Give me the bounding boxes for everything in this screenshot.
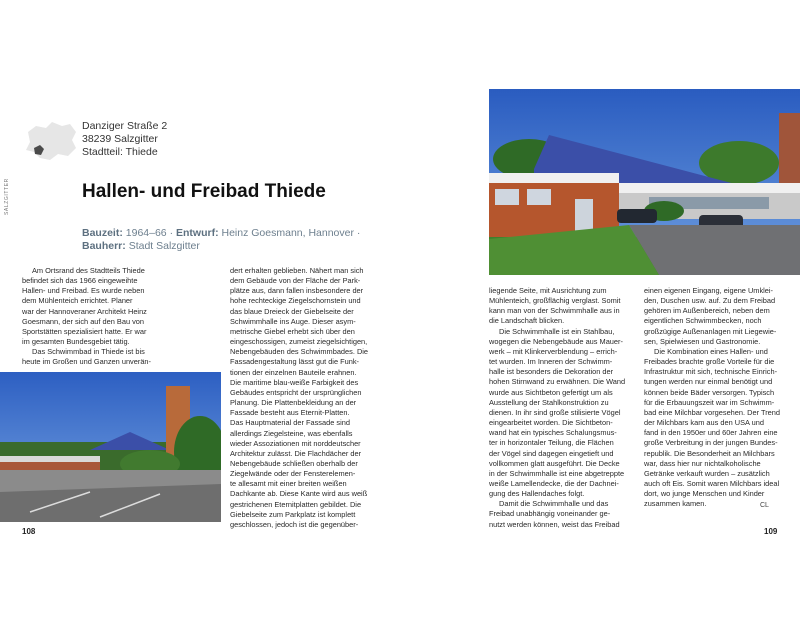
text-line: eigentlichen Schwimmbecken, noch [644,316,762,326]
text-line: Schwimmhalle ins Auge. Dieser asym- [230,316,356,326]
text-line: tet wurden. Im Inneren der Schwimm- [489,357,613,367]
text-line: Infrastruktur mit sich, technische Einrich- [644,367,778,377]
text-column-1 [22,266,217,368]
text-line: sen, Spielwiesen und Gastronomie. [644,336,761,346]
text-line: den, Duschen usw. auf. Zu dem Freibad [644,296,776,306]
text-line: vollkommen glatt ausgeführt. Die Decke [489,458,620,468]
text-line: auch oft Eis. Somit waren Milchbars ideal [644,478,780,488]
text-line: Freibad unabhängig voneinander ge- [489,509,611,519]
text-line: in der Schwimmhalle ist eine abgetreppte [489,468,625,478]
side-running-label: SALZGITTER [4,178,10,215]
text-line: fand in den 1950er und 60er Jahren eine [644,428,778,438]
text-line: gung des Hallendaches folgt. [489,489,585,499]
text-line: können beide Bäder versorgen. Typisch [644,387,775,397]
text-line: dem Gebäude von der Fläche der Park- [230,276,361,286]
text-line: ter in horizontaler Teilung, die Flächen [489,438,614,448]
text-line: dem Mühlenteich errichtet. Planer [22,296,133,306]
text-line: Die Schwimmhalle ist ein Stahlbau, [499,326,615,336]
text-line: Das Hauptmaterial der Fassade sind [230,418,350,428]
bauzeit-value: 1964–66 [125,227,167,239]
text-line: Giebelseite zum Parkplatz ist komplett [230,509,356,519]
text-line: Ausstellung der Stahlkonstruktion zu [489,397,609,407]
bauherr-value: Stadt Salzgitter [128,240,200,252]
text-line: weiße Lamellendecke, die der Dachnei- [489,478,619,488]
text-line: dienen. In ihr sind große stilisierte Vögel [489,407,621,417]
entwurf-value: Heinz Goesmann, Hannover · [221,227,361,239]
text-line: Ziegelwände oder der Fensterelemen- [230,469,356,479]
text-line: hohen Stirnwand zu erwähnen. Die Wand [489,377,626,387]
text-line: kann man von der Schwimmhalle aus in [489,306,620,316]
text-line: republik. Die Besonderheit an Milchbars [644,448,775,458]
text-line: plätze aus, dann fallen insbesondere der [230,286,364,296]
text-line: war der Hannoveraner Architekt Heinz [22,306,147,316]
text-line: Fassadengestaltung lässt gut die Funk- [230,357,360,367]
building-meta: Bauzeit: 1964–66 · Entwurf: Heinz Goesmann, Hannover · Bauherr: Stadt Salzgitter [82,227,361,252]
page-number-left: 108 [22,527,36,536]
text-line: der Vögel sind dagegen eingetieft und [489,448,614,458]
salzgitter-map-icon [22,118,78,164]
text-column-4 [644,286,780,509]
text-line: für die Erbauungszeit war im Schwimm- [644,397,775,407]
address-street: Danziger Straße 2 [82,120,168,132]
text-line: hohe rechteckige Ziegelschornstein und [230,296,361,306]
text-line: gestrichenen Eternitplatten gebildet. Die [230,499,362,509]
text-line: Nebengebäuden des Schwimmbades. Die [230,347,369,357]
pool-building-photo-right [489,89,800,275]
text-line: nutzt werden können, weist das Freibad [489,519,620,529]
text-line: wand hat ein typisches Schalungsmus- [489,428,617,438]
text-line: Gebäudes entspricht der ursprünglichen [230,387,362,397]
text-line: wurde aus Sichtbeton gefertigt um als [489,387,613,397]
bauzeit-label: Bauzeit: [82,227,123,239]
text-line: große Verbreitung in der jungen Bundes- [644,438,778,448]
text-line: Die maritime blau-weiße Farbigkeit des [230,377,359,387]
text-line: metrische Giebel erhebt sich über den [230,326,355,336]
text-line: Hallen- und Freibad. Es wurde neben [22,286,145,296]
text-line: der Milchbars kam aus den USA und [644,418,764,428]
text-line: zusammen kamen. [644,499,707,509]
text-line: Mühlenteich, großflächig verglast. Somit [489,296,621,306]
text-line: Freibades brachte große Vorteile für die [644,357,775,367]
text-line: einen eigenen Eingang, eigene Umklei- [644,286,774,295]
entwurf-label: Entwurf: [176,227,219,239]
page-title: Hallen- und Freibad Thiede [82,181,326,202]
address-block [82,120,167,159]
text-line: wogegen die Nebengebäude aus Mauer- [489,336,623,346]
text-line: dert erhalten geblieben. Nähert man sich [230,266,364,275]
text-line: dort, wo junge Menschen und Kinder [644,489,765,499]
text-line: geschlossen, jedoch ist die gegenüber- [230,519,359,529]
text-line: Fassade besteht aus Eternit-Platten. [230,408,350,418]
bauherr-label: Bauherr: [82,240,126,252]
text-line: liegende Seite, mit Ausrichtung zum [489,286,607,295]
author-initials: CL [760,502,769,509]
text-line: Getränke verkauft wurden – zusätzlich [644,468,770,478]
pool-building-photo-left [0,372,221,522]
text-line: Architektur zulässt. Die Flachdächer der [230,448,362,458]
text-line: tionen der einzelnen Bauteile erahnen. [230,367,357,377]
page-number-right: 109 [764,527,778,536]
text-line: befindet sich das 1966 eingeweihte [22,276,138,286]
text-column-3 [489,286,629,530]
text-line: Goesmann, der sich auf den Bau von [22,316,145,326]
text-column-2 [230,266,371,530]
text-line: eingeschossigen, zumeist ziegelsichtigen, [230,337,368,347]
text-line: gehören im Außenbereich, neben dem [644,306,770,316]
text-line: großzügige Außenanlagen mit Liegewie- [644,326,777,336]
text-line: Die Kombination eines Hallen- und [654,346,768,356]
text-line: Nebengebäude schließen oberhalb der [230,458,358,468]
text-line: wieder Assoziationen mit norddeutscher [230,438,361,448]
text-line: die Landschaft blicken. [489,316,565,326]
text-line: heute im Großen und Ganzen unverän- [22,357,152,367]
text-line: eingearbeitet worden. Die Sichtbeton- [489,418,613,428]
text-line: im gesamten Bundesgebiet tätig. [22,337,130,347]
text-line: werk – mit Klinkerverblendung – errich- [489,346,618,356]
text-line: te allesamt mit einer breiten weißen [230,479,347,489]
text-line: Das Schwimmbad in Thiede ist bis [32,347,145,357]
text-line: Sportstätten spezialisiert hatte. Er war [22,326,147,336]
text-line: Damit die Schwimmhalle und das [499,499,609,509]
text-line: tungen werden nur einmal benötigt und [644,377,773,387]
text-line: bad eine Milchbar vorgesehen. Der Trend [644,407,780,417]
text-line: halle ist besonders die Dekoration der [489,367,614,377]
text-line: Am Ortsrand des Stadtteils Thiede [32,266,145,275]
address-district: Stadtteil: Thiede [82,146,158,158]
text-line: Planung. Die Plattenbekleidung an der [230,398,357,408]
text-line: allerdings Ziegelsteine, was ebenfalls [230,428,353,438]
text-line: das blaue Dreieck der Giebelseite der [230,306,354,316]
text-line: war, dass hier nur nichtalkoholische [644,458,761,468]
text-line: Dachkante ab. Diese Kante wird aus weiß [230,489,368,499]
address-city: 38239 Salzgitter [82,133,158,145]
